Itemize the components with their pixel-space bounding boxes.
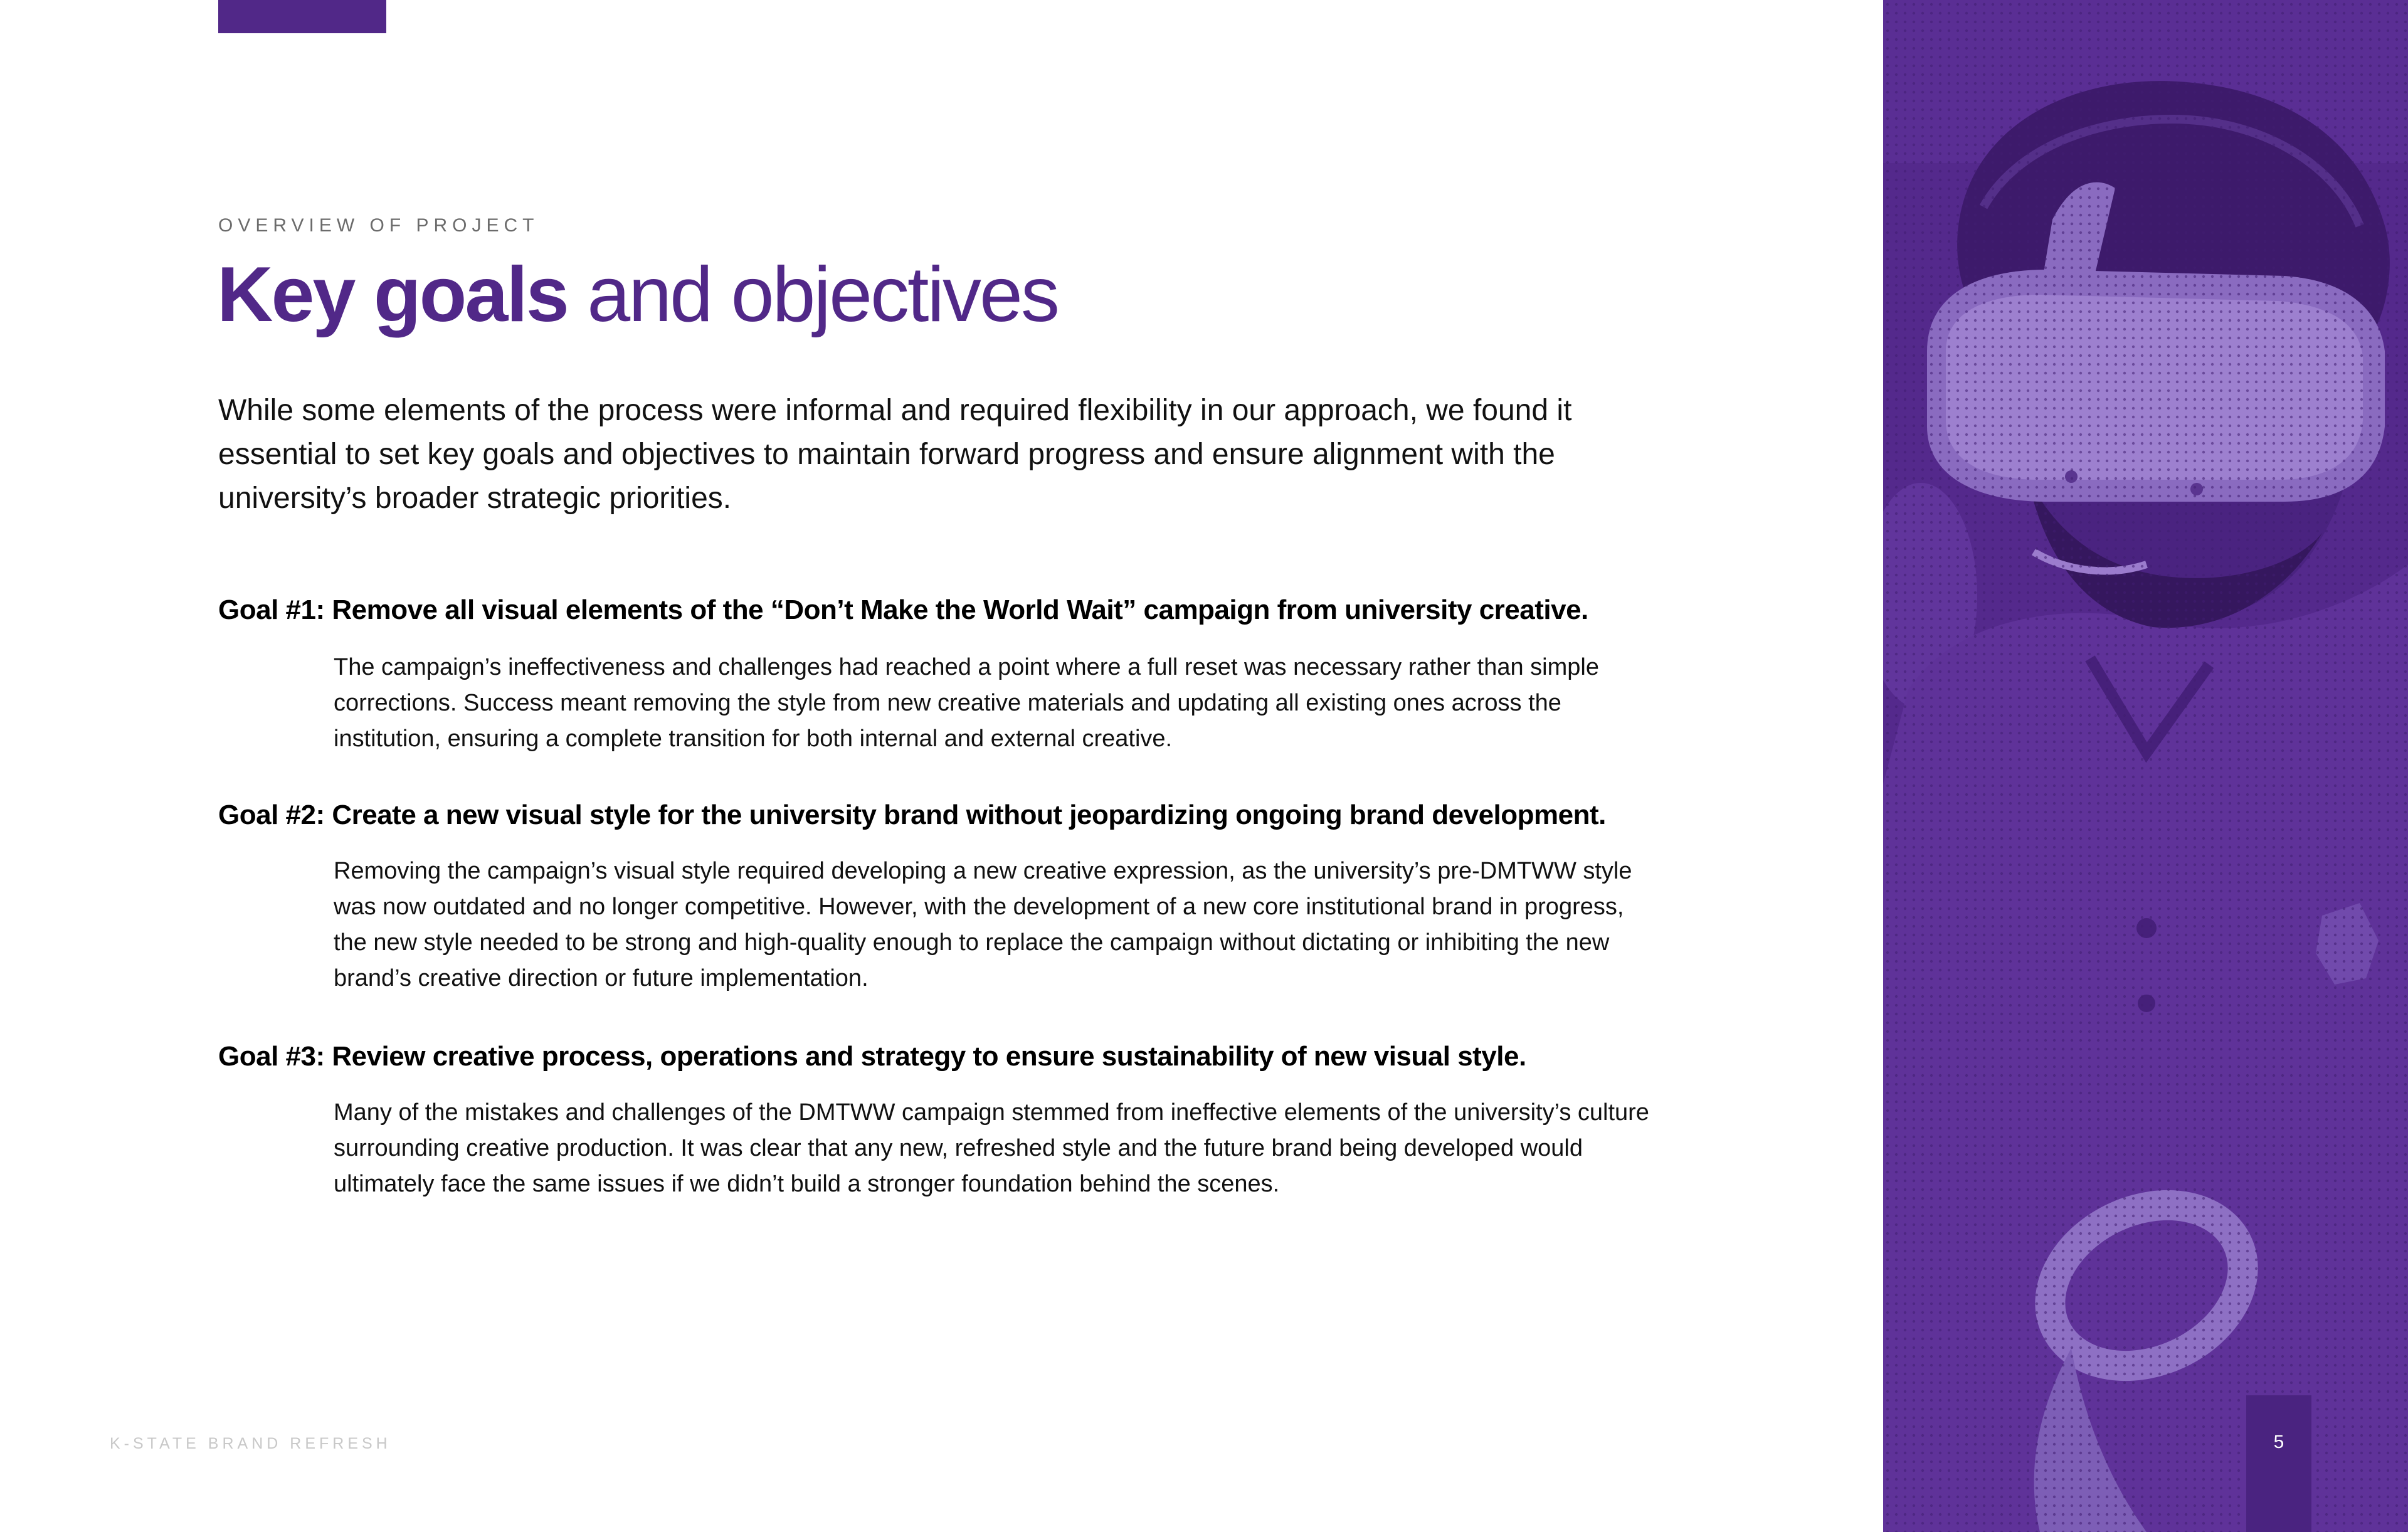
goal-2-heading: Goal #2: Create a new visual style for the university brand without jeopardizing ongoing brand development. [218, 800, 1606, 830]
top-accent-bar [218, 0, 386, 33]
page-number: 5 [2273, 1432, 2284, 1452]
page-number-tab [2246, 1395, 2311, 1532]
intro-paragraph: While some elements of the process were informal and required flexibility in our approach, we found it essential to set key goals and objectives to maintain forward progress and ensure alignment with the university’s broader strategic priorities. [218, 394, 1572, 515]
page-title [217, 252, 1058, 337]
footer-brand-label: K-STATE BRAND REFRESH [110, 1435, 391, 1452]
goal-2-body: Removing the campaign’s visual style required developing a new creative expression, as the university’s pre-DMTWW style was now outdated and no longer competitive. However, with the development of a new core institutional brand in progress, the new style needed to be strong and high-quality enough to replace the campaign without dictating or inhibiting the new brand’s creative direction or future implementation. [334, 858, 1632, 991]
goal-1-body: The campaign’s ineffectiveness and challenges had reached a point where a full reset was necessary rather than simple corrections. Success meant removing the style from new creative materials and updating all existing ones across the institution, ensuring a complete transition for both internal and external creative. [334, 654, 1599, 752]
page-title-strong: Key goals [217, 251, 568, 338]
hero-photo-panel [1883, 0, 2408, 1532]
goal-3-heading: Goal #3: Review creative process, operations and strategy to ensure sustainability of new visual style. [218, 1041, 1526, 1072]
vr-headset-person-illustration [1883, 0, 2408, 1532]
goal-1-heading: Goal #1: Remove all visual elements of the “Don’t Make the World Wait” campaign from university creative. [218, 594, 1588, 625]
section-eyebrow: OVERVIEW OF PROJECT [218, 215, 539, 236]
goal-3-body: Many of the mistakes and challenges of the DMTWW campaign stemmed from ineffective elements of the university’s culture surrounding creative production. It was clear that any new, refreshed style and the future brand being developed would ultimately face the same issues if we didn’t build a stronger foundation behind the scenes. [334, 1099, 1649, 1197]
page-title-light: and objectives [587, 251, 1058, 338]
